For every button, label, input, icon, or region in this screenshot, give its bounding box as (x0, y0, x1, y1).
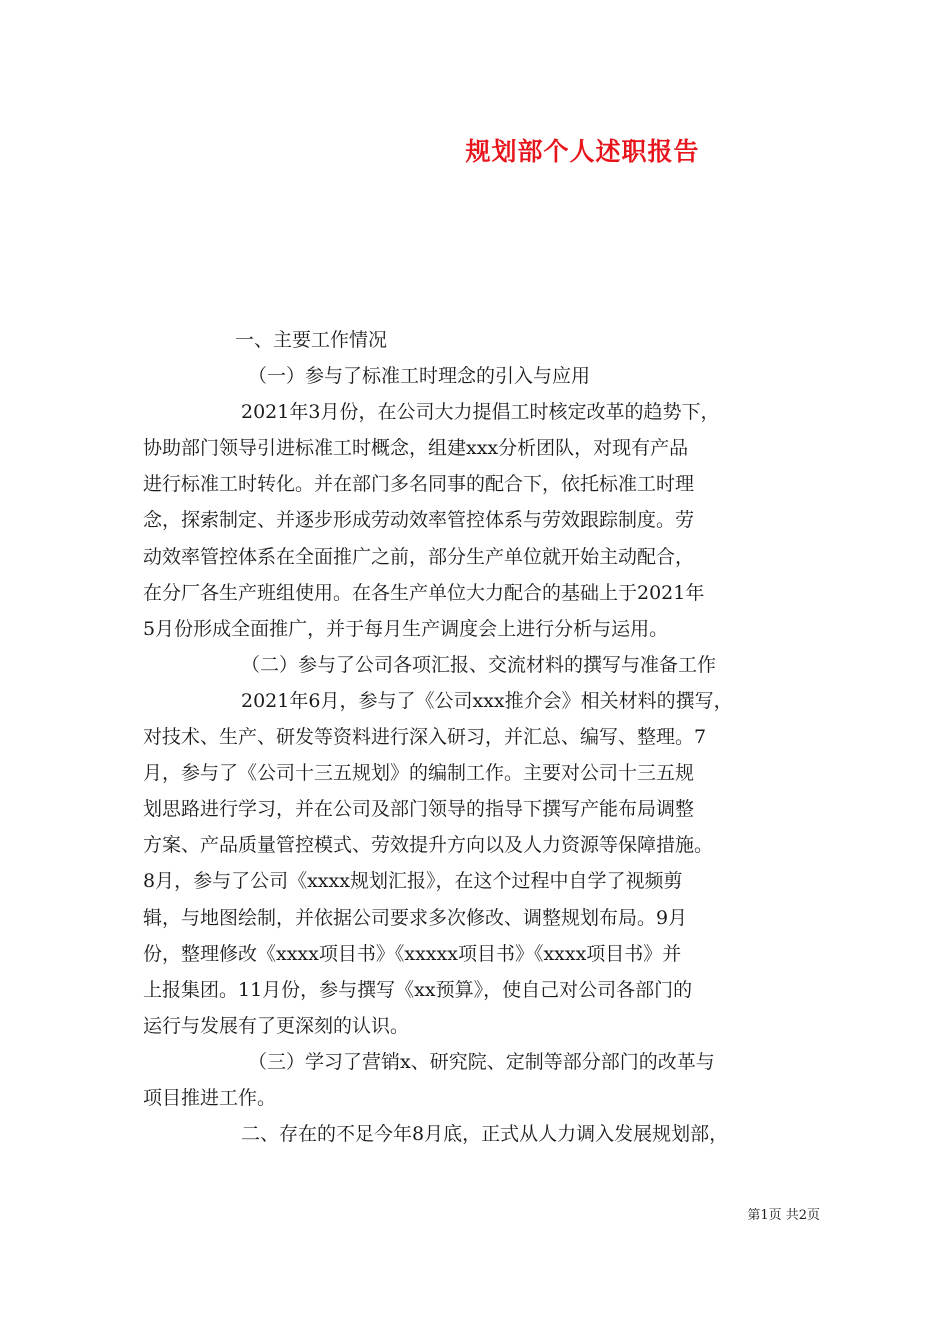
paragraph-line: 划思路进行学习，并在公司及部门领导的指导下撰写产能布局调整 (143, 798, 695, 821)
paragraph-line: 2021年3月份，在公司大力提倡工时核定改革的趋势下， (241, 401, 720, 424)
subsection-heading: （三）学习了营销x、研究院、定制等部分部门的改革与 (248, 1050, 715, 1073)
paragraph-line: 动效率管控体系在全面推广之前，部分生产单位就开始主动配合， (143, 545, 695, 568)
paragraph-line: 2021年6月，参与了《公司xxx推介会》相关材料的撰写， (241, 689, 733, 712)
document-body (143, 322, 811, 1152)
paragraph-line: 8月，参与了公司《xxxx规划汇报》，在这个过程中自学了视频剪 (143, 870, 683, 893)
page-number-footer: 第1页 共2页 (747, 1208, 820, 1223)
subsection-heading: （一）参与了标准工时理念的引入与应用 (248, 365, 591, 388)
paragraph-line: 在分厂各生产班组使用。在各生产单位大力配合的基础上于2021年 (143, 581, 705, 604)
paragraph-line: 5月份形成全面推广，并于每月生产调度会上进行分析与运用。 (143, 617, 669, 640)
paragraph-line: 运行与发展有了更深刻的认识。 (143, 1014, 410, 1037)
paragraph-line: 方案、产品质量管控模式、劳效提升方向以及人力资源等保障措施。 (143, 834, 714, 857)
paragraph-line: 对技术、生产、研发等资料进行深入研习，并汇总、编写、整理。7 (143, 726, 707, 749)
subsection-heading: （二）参与了公司各项汇报、交流材料的撰写与准备工作 (241, 653, 717, 676)
paragraph-line: 念，探索制定、并逐步形成劳动效率管控体系与劳效跟踪制度。劳 (143, 509, 695, 532)
paragraph-line: 月，参与了《公司十三五规划》的编制工作。主要对公司十三五规 (143, 762, 695, 785)
paragraph-line: 份，整理修改《xxxx项目书》《xxxxx项目书》《xxxx项目书》并 (143, 942, 682, 965)
paragraph-line: 协助部门领导引进标准工时概念，组建xxx分析团队，对现有产品 (143, 437, 689, 460)
document-title: 规划部个人述职报告 (465, 137, 700, 166)
section-heading: 一、主要工作情况 (235, 329, 388, 351)
paragraph-line: 上报集团。11月份，参与撰写《xx预算》，使自己对公司各部门的 (143, 978, 693, 1001)
paragraph-line: 进行标准工时转化。并在部门多名同事的配合下，依托标准工时理 (143, 473, 695, 496)
paragraph-line: 项目推进工作。 (143, 1086, 277, 1109)
paragraph-line: 辑，与地图绘制，并依据公司要求多次修改、调整规划布局。9月 (143, 906, 688, 929)
section-heading: 二、存在的不足今年8月底，正式从人力调入发展规划部， (241, 1123, 729, 1146)
